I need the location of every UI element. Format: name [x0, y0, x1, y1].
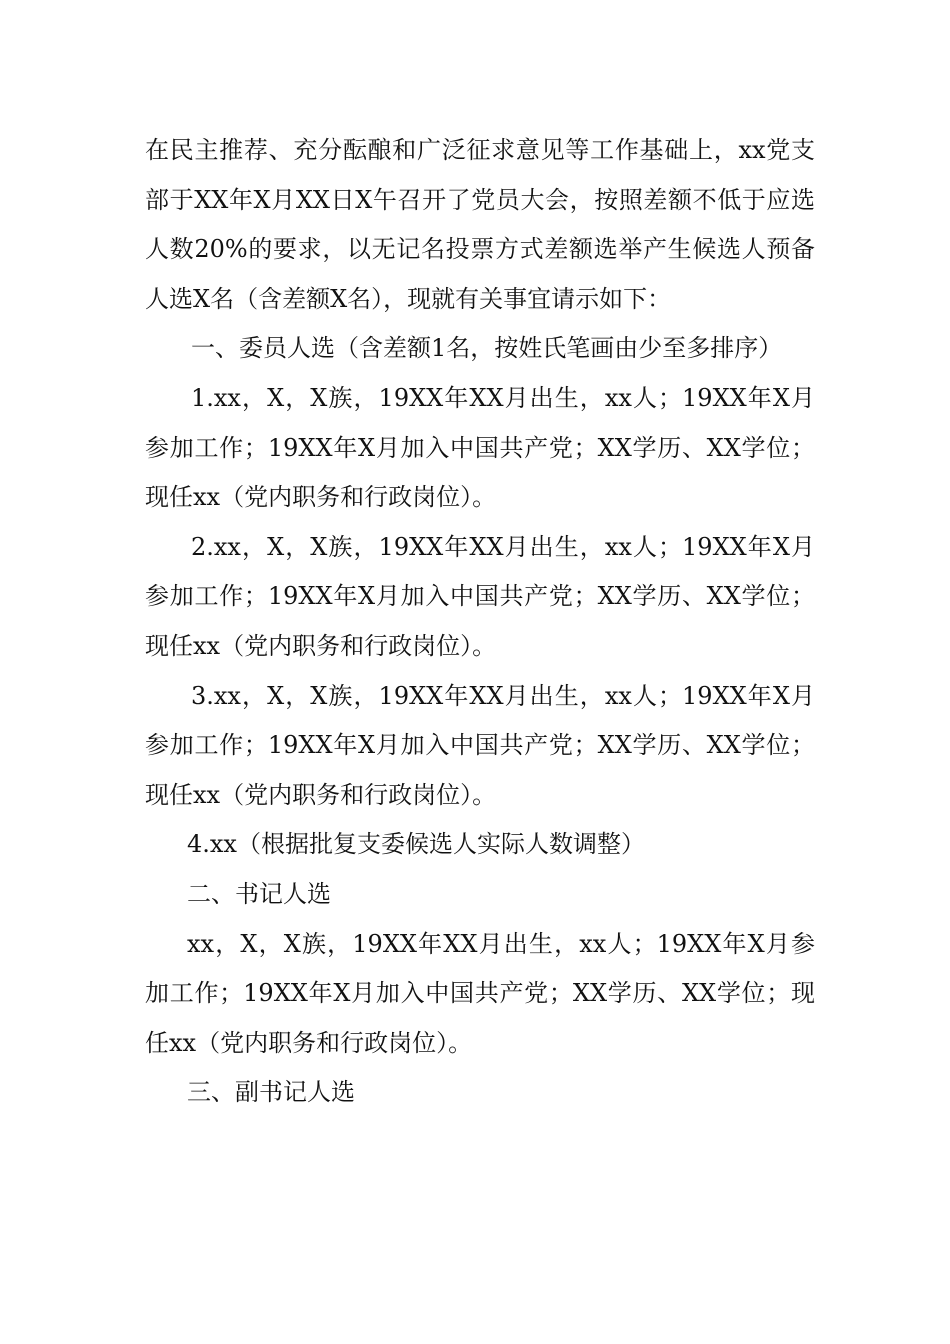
secretary-candidate-entry: xx，X，X族，19XX年XX月出生，xx人；19XX年X月参加工作；19XX年X月加入中国共产党；XX学历、XX学位；现任xx（党内职务和行政岗位）。: [145, 929, 815, 1057]
section-heading-secretary: 二、书记人选: [187, 879, 331, 908]
candidate-entry-4: 4.xx（根据批复支委候选人实际人数调整）: [187, 830, 645, 859]
document-body: [145, 126, 815, 1118]
section-heading-deputy-secretary: 三、副书记人选: [187, 1078, 355, 1107]
intro-paragraph: 在民主推荐、充分酝酿和广泛征求意见等工作基础上，xx党支部于XX年X月XX日X午召开了党员大会，按照差额不低于应选人数20%的要求，以无记名投票方式差额选举产生候选人预备人选X名（含差额X名），现就有关事宜请示如下：: [145, 136, 815, 313]
candidate-entry-1: 1.xx，X，X族，19XX年XX月出生，xx人；19XX年X月参加工作；19XX年X月加入中国共产党；XX学历、XX学位；现任xx（党内职务和行政岗位）。: [145, 383, 815, 512]
candidate-entry-2: 2.xx，X，X族，19XX年XX月出生，xx人；19XX年X月参加工作；19XX年X月加入中国共产党；XX学历、XX学位；现任xx（党内职务和行政岗位）。: [145, 532, 815, 660]
section-heading-committee-members: 一、委员人选（含差额1名，按姓氏笔画由少至多排序）: [191, 334, 783, 363]
candidate-entry-3: 3.xx，X，X族，19XX年XX月出生，xx人；19XX年X月参加工作；19XX年X月加入中国共产党；XX学历、XX学位；现任xx（党内职务和行政岗位）。: [145, 681, 815, 809]
